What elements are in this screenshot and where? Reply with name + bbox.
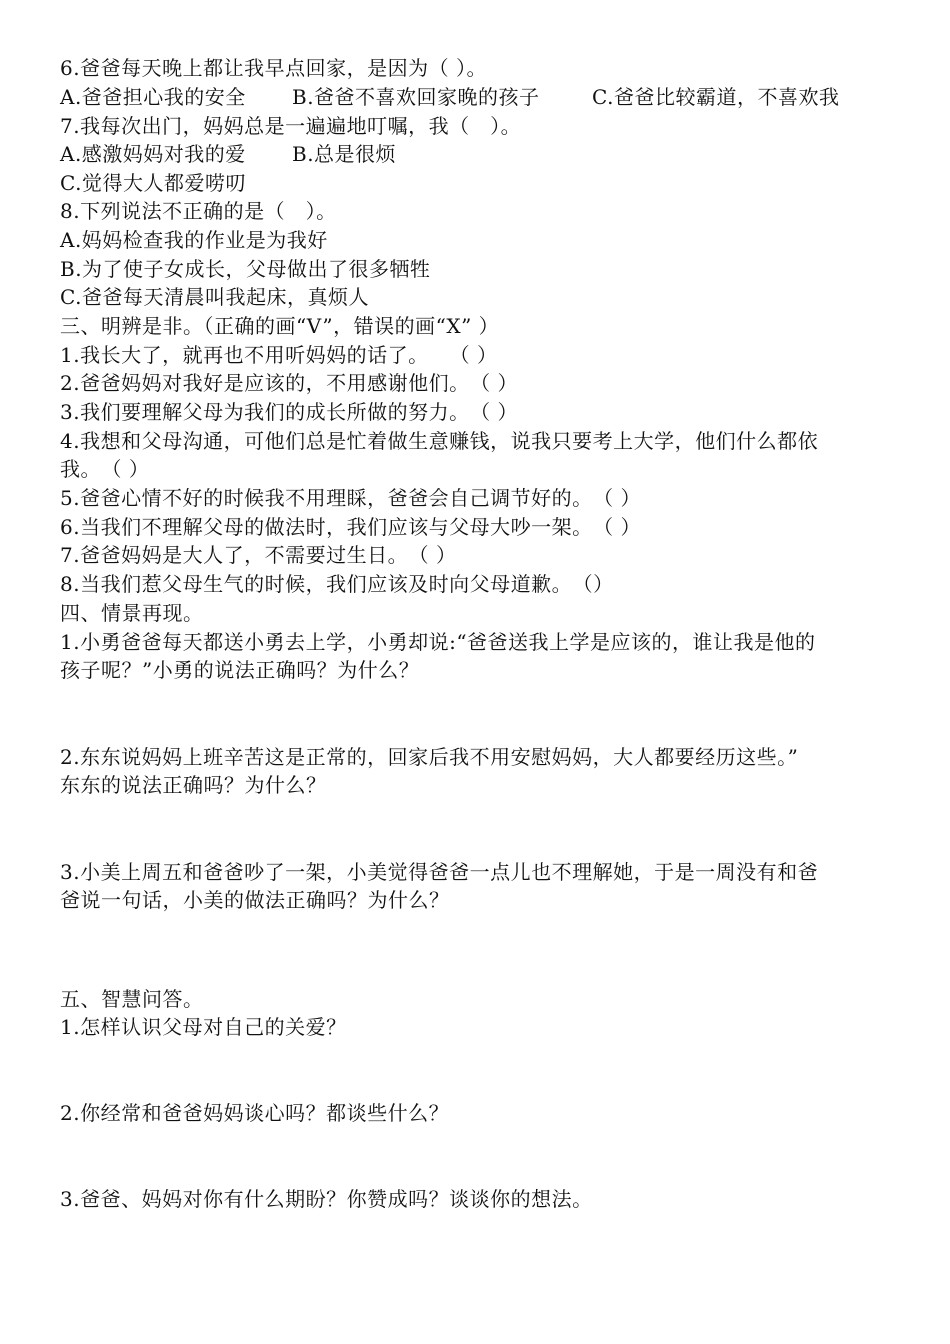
option-b: B.总是很烦 <box>292 142 397 166</box>
option-b: B.爸爸不喜欢回家晚的孩子 <box>292 85 540 109</box>
scenario-1-continued: 孩子呢？”小勇的说法正确吗？为什么？ <box>60 658 420 682</box>
judge-item: 6.当我们不理解父母的做法时，我们应该与父母大吵一架。 （ ） <box>60 515 641 539</box>
judge-item: 8.当我们惹父母生气的时候，我们应该及时向父母道歉。 （） <box>60 572 614 596</box>
option-a: A.妈妈检查我的作业是为我好 <box>60 228 328 252</box>
option-c: C.觉得大人都爱唠叨 <box>60 171 246 195</box>
section-5-heading: 五、智慧问答。 <box>60 987 204 1011</box>
scenario-1: 1.小勇爸爸每天都送小勇去上学，小勇却说:“爸爸送我上学是应该的，谁让我是他的 <box>60 630 816 654</box>
qa-question-3: 3.爸爸、妈妈对你有什么期盼？你赞成吗？谈谈你的想法。 <box>60 1187 593 1211</box>
option-a: A.爸爸担心我的安全 <box>60 85 246 109</box>
judge-item: 1.我长大了，就再也不用听妈妈的话了。 （ ） <box>60 343 498 367</box>
section-3-heading: 三、明辨是非。（正确的画“V”，错误的画“X” ） <box>60 314 500 338</box>
question-6-options <box>60 83 900 112</box>
judge-item: 7.爸爸妈妈是大人了，不需要过生日。 （ ） <box>60 543 457 567</box>
option-b: B.为了使子女成长，父母做出了很多牺牲 <box>60 257 431 281</box>
judge-item: 5.爸爸心情不好的时候我不用理睬，爸爸会自己调节好的。 （ ） <box>60 486 641 510</box>
qa-question-2: 2.你经常和爸爸妈妈谈心吗？都谈些什么？ <box>60 1101 450 1125</box>
option-a: A.感激妈妈对我的爱 <box>60 142 246 166</box>
section-4-heading: 四、情景再现。 <box>60 601 204 625</box>
judge-item: 3.我们要理解父母为我们的成长所做的努力。 （ ） <box>60 400 518 424</box>
scenario-3-continued: 爸说一句话，小美的做法正确吗？为什么？ <box>60 888 450 912</box>
question-6: 6.爸爸每天晚上都让我早点回家，是因为（ ）。 <box>60 56 487 80</box>
option-c: C.爸爸比较霸道，不喜欢我 <box>592 85 840 109</box>
question-7: 7.我每次出门，妈妈总是一遍遍地叮嘱，我（ ）。 <box>60 114 522 138</box>
question-7-options <box>60 140 900 169</box>
judge-item: 4.我想和父母沟通，可他们总是忙着做生意赚钱，说我只要考上大学，他们什么都依 <box>60 429 819 453</box>
judge-item-continued: 我。 （ ） <box>60 457 150 481</box>
option-c: C.爸爸每天清晨叫我起床，真烦人 <box>60 285 369 309</box>
scenario-2-continued: 东东的说法正确吗？为什么？ <box>60 773 327 797</box>
judge-item: 2.爸爸妈妈对我好是应该的，不用感谢他们。 （ ） <box>60 371 518 395</box>
question-8: 8.下列说法不正确的是（ ）。 <box>60 199 337 223</box>
scenario-2: 2.东东说妈妈上班辛苦这是正常的，回家后我不用安慰妈妈，大人都要经历这些。” <box>60 745 799 769</box>
qa-question-1: 1.怎样认识父母对自己的关爱？ <box>60 1015 347 1039</box>
scenario-3: 3.小美上周五和爸爸吵了一架，小美觉得爸爸一点儿也不理解她，于是一周没有和爸 <box>60 860 819 884</box>
